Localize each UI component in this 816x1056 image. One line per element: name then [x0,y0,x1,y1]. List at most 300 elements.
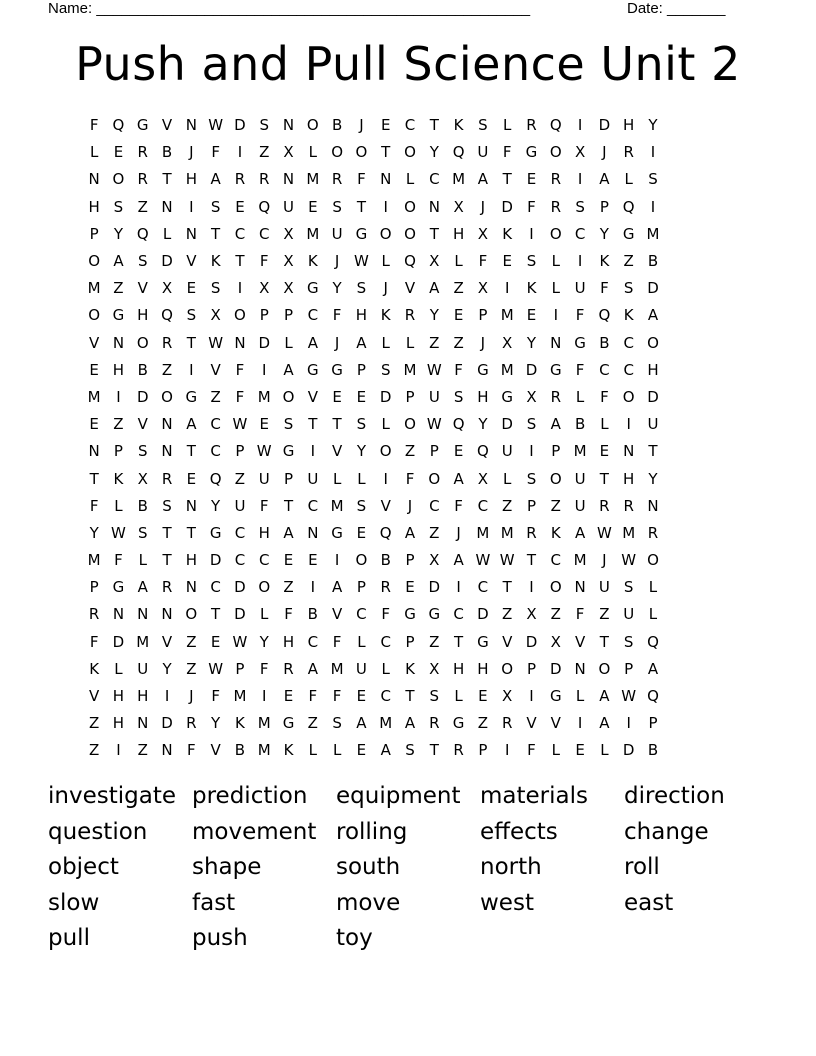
grid-letter: X [453,197,464,216]
grid-letter: T [332,415,342,434]
grid-letter: S [210,197,221,216]
grid-letter: P [478,306,488,325]
grid-letter: E [575,741,585,760]
grid-letter: R [404,306,416,325]
grid-letter: Z [186,659,197,678]
grid-letter: T [283,496,294,515]
grid-letter: K [453,116,464,135]
grid-letter: L [600,741,609,760]
grid-letter: Z [477,714,489,733]
grid-letter: A [599,170,610,189]
grid-letter: G [404,605,416,624]
grid-letter: B [137,360,148,379]
page-title: Push and Pull Science Unit 2 [75,37,741,91]
grid-letter: Q [622,197,635,216]
grid-letter: E [356,741,367,760]
grid-letter: C [623,360,634,379]
grid-letter: C [356,605,367,624]
grid-letter: A [356,333,367,352]
grid-letter: I [116,387,121,406]
grid-letter: Q [647,687,659,706]
grid-letter: A [647,659,659,678]
grid-letter: V [380,496,391,515]
grid-row [82,411,738,438]
grid-letter: M [87,551,101,570]
grid-letter: F [187,741,196,760]
grid-letter: L [138,551,147,570]
grid-letter: T [429,116,439,135]
grid-letter: M [257,714,271,733]
grid-letter: T [186,333,196,352]
grid-letter: S [623,279,634,298]
grid-letter: N [574,578,586,597]
grid-letter: G [477,632,489,651]
grid-letter: L [381,333,390,352]
grid-letter: O [161,387,173,406]
grid-letter: V [550,714,561,733]
grid-letter: E [356,387,367,406]
grid-letter: Q [476,442,489,461]
grid-letter: N [307,523,319,542]
grid-letter: Z [137,197,148,216]
grid-letter: Q [647,632,659,651]
grid-letter: I [334,551,340,570]
grid-letter: Z [429,523,440,542]
word-list-item: effects [480,818,558,845]
grid-letter: C [307,496,319,515]
grid-letter: R [161,333,173,352]
grid-letter: M [330,496,344,515]
grid-letter: P [526,496,537,515]
word-list-item: south [336,854,401,881]
grid-letter: A [550,415,561,434]
grid-letter: U [258,469,270,488]
grid-letter: F [89,116,99,135]
grid-letter: U [283,197,295,216]
grid-letter: X [283,252,294,271]
grid-row [82,248,738,275]
grid-letter: L [600,415,609,434]
grid-letter: N [161,741,173,760]
grid-letter: E [478,687,488,706]
grid-letter: F [357,170,366,189]
grid-letter: I [237,279,243,298]
grid-row [82,629,738,656]
grid-letter: Z [113,279,124,298]
grid-letter: L [454,252,463,271]
grid-letter: E [235,197,245,216]
grid-letter: J [602,551,607,570]
grid-letter: F [308,687,318,706]
grid-row [82,275,738,302]
grid-letter: D [112,632,125,651]
grid-letter: W [621,551,637,570]
grid-letter: B [331,116,343,135]
grid-letter: B [574,415,586,434]
grid-letter: N [185,224,197,243]
grid-letter: O [136,333,149,352]
grid-letter: G [112,306,125,325]
grid-letter: D [647,387,659,406]
grid-letter: Z [161,360,173,379]
grid-letter: M [573,551,587,570]
grid-letter: C [404,116,416,135]
grid-letter: S [356,279,367,298]
grid-letter: F [600,387,609,406]
grid-letter: U [623,605,635,624]
grid-letter: C [429,496,440,515]
grid-letter: F [235,360,245,379]
grid-letter: I [650,143,656,162]
grid-letter: A [356,714,367,733]
grid-letter: L [89,143,99,162]
grid-letter: X [210,306,221,325]
grid-letter: Q [598,306,611,325]
grid-letter: A [210,170,221,189]
grid-letter: U [428,387,440,406]
grid-letter: M [233,687,247,706]
grid-letter: N [185,578,197,597]
grid-letter: Z [623,252,634,271]
grid-letter: H [623,469,635,488]
grid-letter: R [550,197,561,216]
grid-letter: J [334,252,340,271]
grid-letter: U [307,469,319,488]
grid-letter: W [256,442,272,461]
grid-letter: V [502,632,513,651]
grid-letter: A [283,523,294,542]
grid-letter: E [308,197,318,216]
grid-letter: O [647,551,659,570]
grid-letter: L [503,469,512,488]
grid-letter: O [404,143,416,162]
grid-letter: G [574,333,586,352]
grid-row [82,139,738,166]
grid-letter: A [477,170,489,189]
grid-letter: A [647,306,659,325]
grid-letter: T [405,687,415,706]
word-list-item: move [336,889,401,916]
grid-letter: G [549,360,562,379]
grid-letter: Q [209,469,222,488]
grid-letter: S [356,496,367,515]
grid-letter: D [428,578,441,597]
grid-letter: G [355,224,368,243]
grid-letter: F [575,360,585,379]
grid-letter: S [575,197,585,216]
grid-letter: S [137,252,148,271]
grid-letter: Y [599,224,609,243]
grid-letter: E [526,306,537,325]
grid-letter: I [262,360,267,379]
grid-letter: R [161,578,173,597]
grid-letter: A [186,415,197,434]
grid-letter: O [549,578,562,597]
grid-letter: X [526,387,537,406]
grid-letter: B [161,143,173,162]
grid-letter: L [332,741,342,760]
grid-letter: G [452,714,465,733]
grid-letter: E [186,469,197,488]
grid-letter: I [626,415,631,434]
grid-letter: D [161,252,173,271]
grid-letter: R [623,143,634,162]
grid-letter: T [381,143,391,162]
grid-letter: R [501,714,513,733]
grid-letter: F [332,632,342,651]
grid-letter: Y [89,523,99,542]
grid-letter: S [453,387,464,406]
grid-letter: D [209,551,222,570]
grid-letter: M [646,224,660,243]
grid-letter: V [137,279,148,298]
grid-letter: P [284,306,294,325]
grid-letter: Q [452,415,465,434]
word-list-item: toy [336,925,373,952]
grid-letter: L [405,333,415,352]
grid-letter: N [88,442,100,461]
grid-row [82,710,738,737]
grid-letter: T [502,578,512,597]
grid-letter: D [477,605,489,624]
grid-row [82,302,738,329]
grid-letter: Q [136,224,149,243]
grid-letter: F [259,659,269,678]
grid-letter: R [259,170,270,189]
grid-letter: Z [550,605,561,624]
grid-letter: A [429,279,440,298]
grid-letter: R [331,170,343,189]
grid-letter: J [189,143,194,162]
grid-letter: K [89,659,100,678]
grid-letter: G [331,523,343,542]
grid-letter: O [549,143,562,162]
grid-row [82,166,738,193]
grid-letter: Z [113,415,124,434]
grid-letter: J [359,116,364,135]
grid-row [82,357,738,384]
word-list-item: direction [624,783,725,810]
grid-letter: W [426,360,442,379]
grid-letter: T [526,551,537,570]
grid-letter: I [383,469,388,488]
grid-letter: X [259,279,270,298]
grid-letter: H [477,387,489,406]
grid-letter: R [380,578,391,597]
grid-letter: L [381,252,390,271]
grid-letter: J [383,279,388,298]
grid-letter: O [112,170,125,189]
grid-letter: N [623,442,635,461]
word-list-item: roll [624,854,660,881]
grid-letter: X [283,224,294,243]
grid-letter: N [574,659,586,678]
grid-letter: F [575,605,585,624]
grid-letter: I [116,741,121,760]
grid-letter: V [574,632,586,651]
grid-letter: G [307,279,319,298]
grid-letter: T [429,224,439,243]
grid-letter: R [453,741,464,760]
grid-letter: O [355,551,368,570]
grid-letter: P [405,387,415,406]
word-list-row [48,921,768,957]
word-list-item: pull [48,925,90,952]
grid-letter: N [234,333,246,352]
grid-letter: S [332,197,342,216]
grid-letter: E [210,632,221,651]
grid-letter: G [112,578,125,597]
grid-letter: S [623,578,634,597]
grid-letter: V [307,387,318,406]
grid-letter: A [453,551,464,570]
word-list-item: equipment [336,783,461,810]
grid-letter: Z [429,632,440,651]
word-list-item: investigate [48,783,176,810]
grid-letter: L [503,116,512,135]
grid-letter: P [526,659,537,678]
grid-letter: Z [186,632,197,651]
grid-letter: C [234,551,246,570]
grid-letter: K [307,252,318,271]
grid-letter: I [262,687,267,706]
grid-letter: O [501,659,514,678]
grid-letter: T [599,469,609,488]
grid-letter: C [210,415,221,434]
grid-letter: A [331,578,343,597]
grid-letter: D [598,116,611,135]
grid-letter: D [234,605,246,624]
grid-letter: O [404,224,416,243]
grid-letter: M [257,387,271,406]
grid-letter: O [379,442,392,461]
grid-letter: V [161,116,173,135]
grid-letter: L [308,143,317,162]
grid-letter: R [283,659,294,678]
grid-letter: M [87,387,101,406]
date-field-label: Date: _______ [627,0,726,17]
grid-letter: T [356,197,366,216]
grid-letter: X [502,333,513,352]
grid-letter: P [235,442,245,461]
grid-letter: E [453,442,464,461]
word-list-item: push [192,925,248,952]
word-list-row [48,815,768,851]
grid-letter: P [89,578,99,597]
grid-letter: O [549,224,562,243]
grid-letter: V [137,415,148,434]
word-list-row [48,850,768,886]
grid-letter: N [185,496,197,515]
grid-letter: A [380,741,391,760]
grid-letter: A [599,714,610,733]
grid-letter: O [331,143,344,162]
grid-letter: I [529,224,534,243]
grid-letter: E [380,116,391,135]
grid-letter: C [210,442,221,461]
grid-letter: G [282,714,295,733]
grid-letter: D [525,360,538,379]
grid-letter: L [162,224,172,243]
grid-letter: Y [429,143,439,162]
grid-letter: T [89,469,99,488]
grid-letter: U [647,415,659,434]
grid-letter: N [185,116,197,135]
grid-letter: A [453,469,464,488]
grid-letter: M [500,360,514,379]
grid-letter: E [405,578,415,597]
grid-letter: H [88,197,100,216]
grid-letter: Z [502,496,513,515]
grid-letter: H [623,116,635,135]
grid-letter: O [185,605,198,624]
grid-letter: H [185,170,197,189]
grid-letter: W [232,415,248,434]
grid-letter: Y [259,632,269,651]
grid-letter: Y [526,333,537,352]
grid-letter: I [626,714,631,733]
grid-letter: F [600,279,609,298]
grid-letter: O [622,387,635,406]
grid-letter: E [89,415,99,434]
grid-letter: B [380,551,391,570]
grid-letter: V [161,632,173,651]
grid-letter: W [621,687,637,706]
grid-letter: L [624,170,633,189]
grid-letter: Y [356,442,366,461]
grid-row [82,520,738,547]
grid-letter: T [186,523,196,542]
grid-letter: Z [89,741,100,760]
grid-letter: N [428,197,440,216]
grid-letter: Y [113,224,124,243]
grid-letter: W [499,551,515,570]
grid-letter: L [454,687,463,706]
word-list-item: fast [192,889,236,916]
grid-letter: S [429,687,440,706]
grid-letter: I [383,197,388,216]
grid-letter: A [283,360,294,379]
grid-letter: X [283,279,294,298]
grid-letter: T [429,741,439,760]
grid-letter: L [114,659,123,678]
grid-letter: H [452,659,465,678]
grid-letter: G [622,224,635,243]
grid-letter: Y [478,415,488,434]
grid-letter: F [527,197,536,216]
grid-letter: Q [112,116,125,135]
word-list-row [48,779,768,815]
grid-letter: W [111,523,126,542]
grid-letter: T [454,632,464,651]
grid-letter: A [404,714,416,733]
grid-letter: U [477,143,489,162]
grid-letter: M [452,170,466,189]
grid-letter: C [258,551,270,570]
grid-letter: S [648,170,658,189]
grid-letter: K [502,224,513,243]
grid-letter: O [549,469,562,488]
grid-letter: C [599,360,610,379]
grid-letter: C [380,687,391,706]
grid-letter: L [260,605,269,624]
grid-letter: O [355,143,368,162]
grid-letter: C [550,551,562,570]
word-list-item: north [480,854,542,881]
grid-letter: T [599,632,609,651]
grid-letter: Z [89,714,100,733]
grid-letter: I [456,578,461,597]
